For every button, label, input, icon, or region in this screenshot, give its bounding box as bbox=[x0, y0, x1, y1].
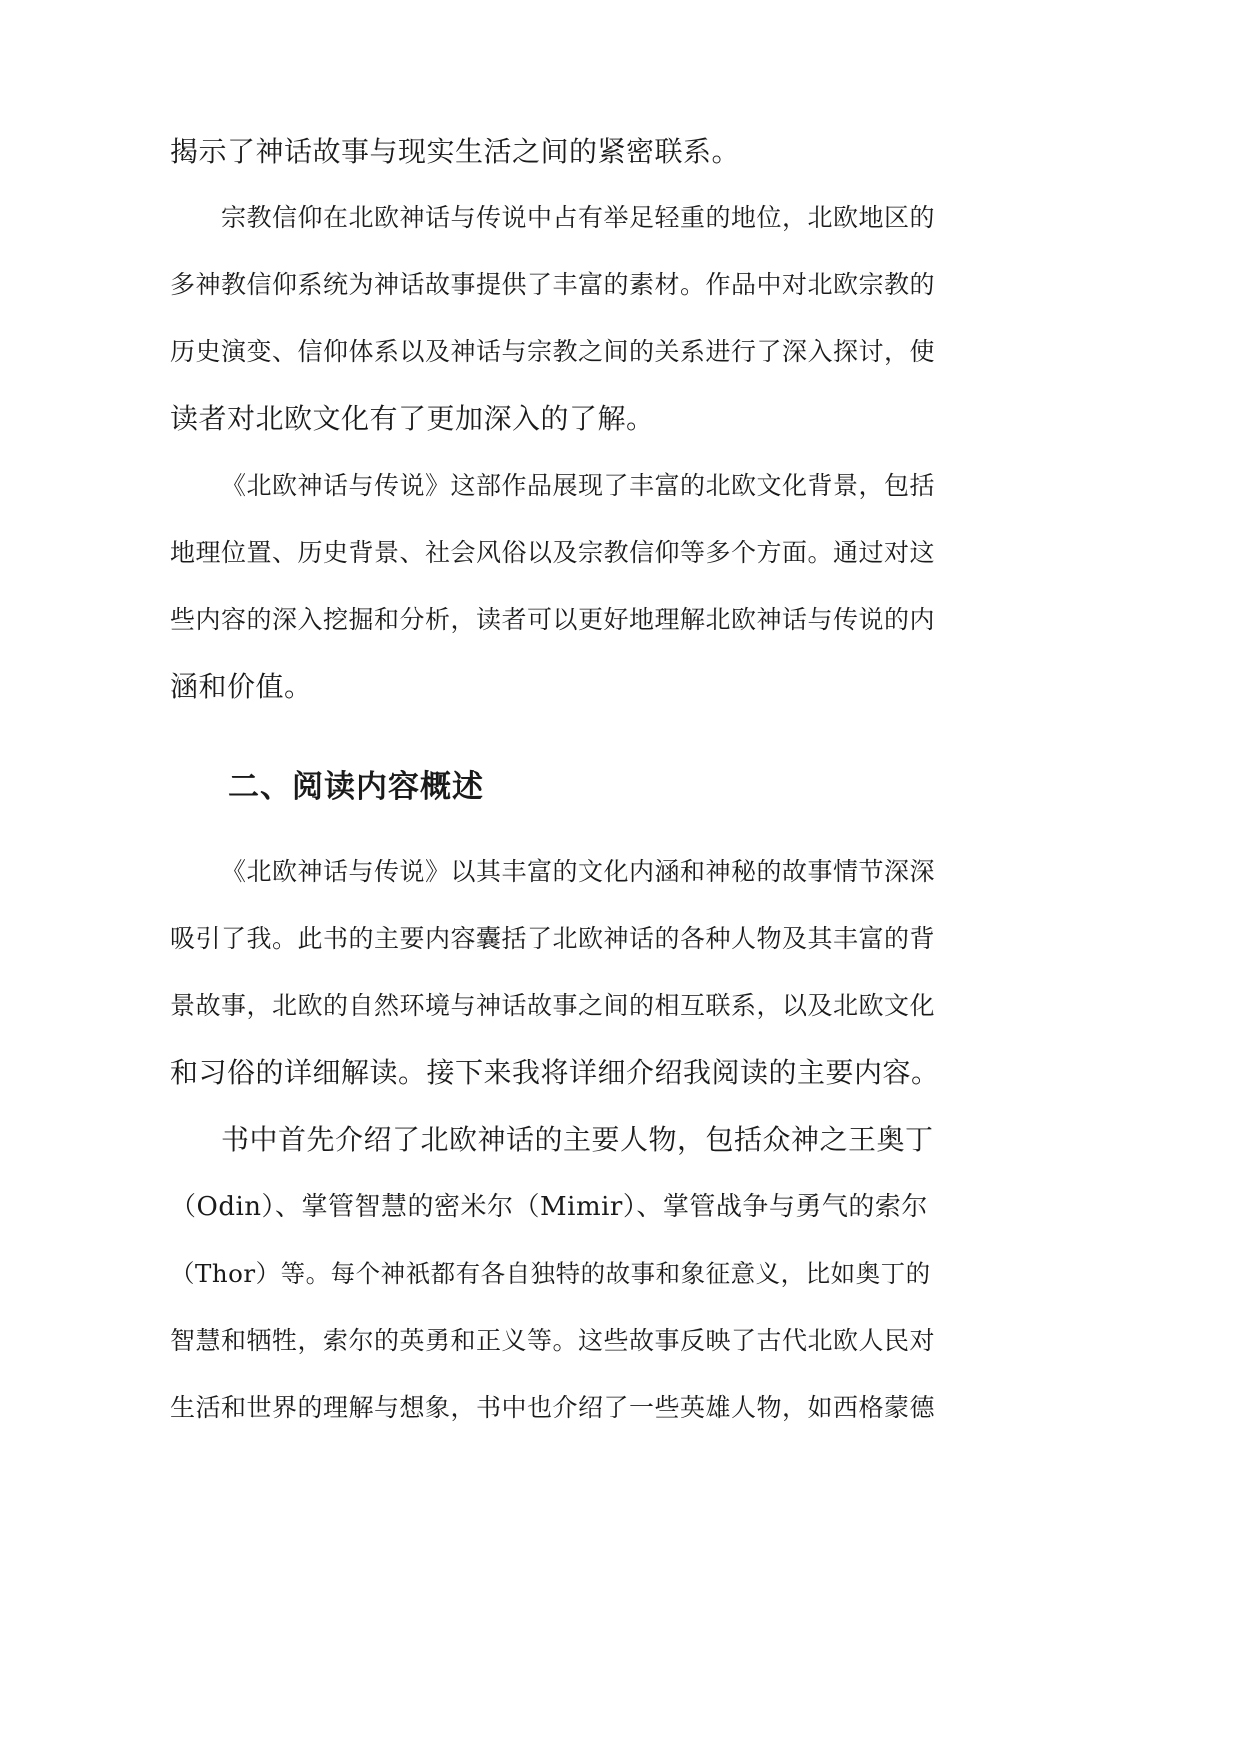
paragraph-5-line-2: （Odin）、掌管智慧的密米尔（Mimir）、掌管战争与勇气的索尔 bbox=[170, 1192, 928, 1222]
paragraph-3-line-3: 些内容的深入挖掘和分析，读者可以更好地理解北欧神话与传说的内 bbox=[170, 605, 936, 634]
paragraph-3-line-1: 《北欧神话与传说》这部作品展现了丰富的北欧文化背景，包括 bbox=[221, 471, 936, 500]
paragraph-5-line-1: 书中首先介绍了北欧神话的主要人物，包括众神之王奥丁 bbox=[221, 1123, 934, 1156]
paragraph-4-line-1: 《北欧神话与传说》以其丰富的文化内涵和神秘的故事情节深深 bbox=[221, 857, 936, 886]
paragraph-3-line-2: 地理位置、历史背景、社会风俗以及宗教信仰等多个方面。通过对这 bbox=[170, 538, 936, 567]
paragraph-5-line-4: 智慧和牺牲，索尔的英勇和正义等。这些故事反映了古代北欧人民对 bbox=[170, 1326, 936, 1355]
section-heading: 二、阅读内容概述 bbox=[228, 769, 484, 805]
paragraph-2-line-3: 历史演变、信仰体系以及神话与宗教之间的关系进行了深入探讨，使 bbox=[170, 337, 936, 366]
paragraph-3-line-4: 涵和价值。 bbox=[170, 670, 313, 703]
paragraph-2-line-1: 宗教信仰在北欧神话与传说中占有举足轻重的地位，北欧地区的 bbox=[221, 203, 936, 232]
paragraph-4-line-4: 和习俗的详细解读。接下来我将详细介绍我阅读的主要内容。 bbox=[170, 1056, 940, 1089]
paragraph-2-line-2: 多神教信仰系统为神话故事提供了丰富的素材。作品中对北欧宗教的 bbox=[170, 270, 936, 299]
paragraph-2-line-4: 读者对北欧文化有了更加深入的了解。 bbox=[170, 402, 655, 435]
paragraph-5-line-3: （Thor）等。每个神祇都有各自独特的故事和象征意义，比如奥丁的 bbox=[170, 1259, 931, 1288]
paragraph-1-line-1: 揭示了神话故事与现实生活之间的紧密联系。 bbox=[170, 135, 741, 168]
paragraph-4-line-2: 吸引了我。此书的主要内容囊括了北欧神话的各种人物及其丰富的背 bbox=[170, 924, 936, 953]
paragraph-4-line-3: 景故事，北欧的自然环境与神话故事之间的相互联系，以及北欧文化 bbox=[170, 991, 936, 1020]
paragraph-5-line-5: 生活和世界的理解与想象，书中也介绍了一些英雄人物，如西格蒙德 bbox=[170, 1393, 936, 1422]
